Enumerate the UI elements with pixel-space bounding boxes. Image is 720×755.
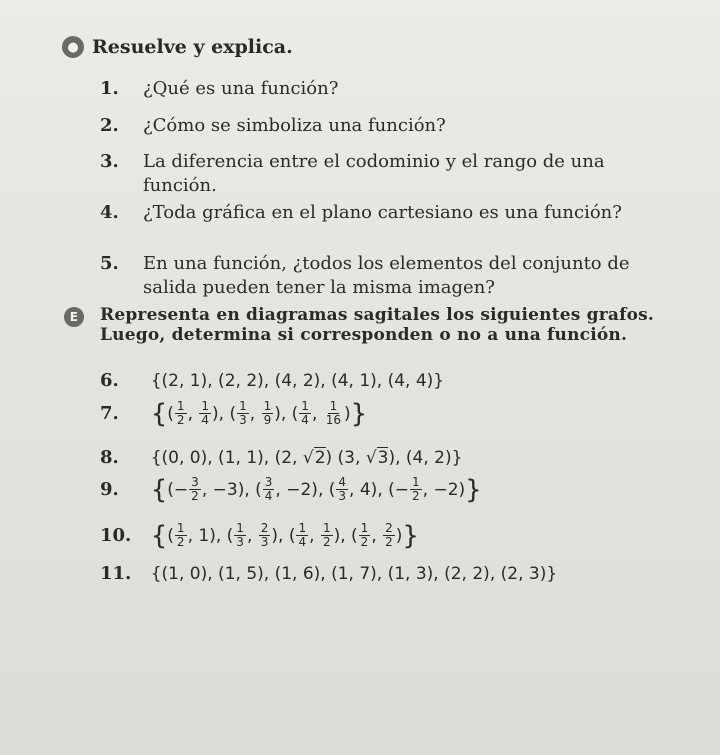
denominator: 4	[301, 413, 309, 427]
radicand: 3	[377, 448, 389, 468]
question-5	[100, 252, 660, 300]
paren: )	[344, 403, 351, 424]
paren: )	[395, 525, 403, 546]
question-number: 2.	[100, 115, 119, 136]
numerator: 4	[338, 475, 347, 489]
brace: }	[465, 474, 482, 505]
numerator: 1	[329, 399, 338, 413]
comma: ,	[244, 479, 256, 500]
paren: (	[167, 403, 174, 424]
set-expression	[150, 398, 368, 429]
paren: )	[311, 479, 318, 500]
question-4	[100, 201, 660, 225]
set-9	[100, 476, 482, 503]
denominator: 2	[360, 535, 369, 549]
paren: )	[271, 525, 279, 546]
section-b-instruction-text: Representa en diagramas sagitales los siguientes grafos. Luego, determina si corresponden o no a una función.	[100, 305, 655, 345]
set-8	[100, 446, 462, 470]
numerator: 1	[176, 521, 185, 535]
expr-part: {(0, 0), (1, 1), (2,	[150, 448, 303, 468]
denominator: 4	[264, 489, 273, 503]
section-a-title	[62, 36, 293, 58]
set-number: 9.	[100, 478, 119, 500]
section-b-badge: E	[64, 307, 84, 327]
value: 1	[198, 525, 210, 546]
value: 4	[359, 479, 371, 500]
value: −3	[212, 479, 238, 500]
paren: )	[370, 479, 378, 500]
question-1	[100, 77, 660, 101]
set-number: 6.	[100, 370, 119, 391]
comma: ,	[275, 479, 287, 500]
paren: )	[237, 479, 245, 500]
radicand: 2	[314, 448, 326, 468]
numerator: 1	[360, 521, 369, 535]
numerator: 2	[260, 521, 269, 535]
paren: )	[212, 403, 219, 424]
set-expression	[150, 520, 419, 551]
set-number: 11.	[100, 563, 132, 584]
denominator: 3	[260, 535, 269, 549]
sqrt-symbol: √	[365, 448, 377, 468]
numerator: 1	[201, 399, 210, 413]
paren: (	[388, 479, 395, 500]
denominator: 2	[385, 535, 393, 549]
paren: (	[167, 525, 174, 546]
numerator: 1	[298, 521, 307, 535]
paren: (	[167, 479, 174, 500]
comma: ,	[349, 479, 360, 500]
question-number: 3.	[100, 151, 119, 172]
numerator: 1	[301, 399, 309, 413]
numerator: 1	[239, 399, 247, 413]
question-text: En una función, ¿todos los elementos del conjunto de salida pueden tener la misma imagen?	[143, 253, 630, 298]
comma: ,	[317, 479, 329, 500]
question-number: 4.	[100, 202, 119, 223]
fraction	[299, 400, 311, 427]
minus: −	[173, 479, 189, 500]
denominator: 16	[325, 413, 342, 427]
fraction	[259, 522, 271, 549]
set-7	[100, 400, 367, 427]
brace: }	[350, 398, 368, 429]
set-expression	[151, 447, 463, 468]
numerator: 3	[264, 475, 273, 489]
brace: {	[150, 474, 168, 505]
fraction	[175, 400, 187, 427]
fraction	[263, 476, 275, 503]
set-6	[100, 369, 444, 393]
numerator: 1	[263, 399, 272, 413]
comma: ,	[309, 525, 320, 546]
numerator: 1	[236, 521, 244, 535]
fraction	[234, 522, 246, 549]
comma: ,	[311, 403, 323, 424]
comma: ,	[187, 403, 199, 424]
paren: )	[274, 403, 281, 424]
paren: (	[328, 479, 336, 500]
denominator: 4	[298, 535, 307, 549]
set-number: 10.	[100, 524, 132, 546]
comma: ,	[218, 403, 230, 424]
denominator: 2	[176, 413, 185, 427]
fraction	[359, 522, 371, 549]
set-number: 7.	[100, 402, 119, 424]
question-number: 5.	[100, 253, 119, 274]
fraction	[199, 400, 211, 427]
comma: ,	[280, 403, 292, 424]
expr-part: ) (3,	[325, 448, 366, 468]
comma: ,	[187, 525, 199, 546]
comma: ,	[249, 403, 261, 424]
set-10	[100, 522, 419, 549]
comma: ,	[201, 479, 213, 500]
fraction	[296, 522, 308, 549]
comma: ,	[377, 479, 389, 500]
denominator: 2	[191, 489, 199, 503]
section-b-instruction	[69, 305, 660, 345]
set-expression	[150, 474, 482, 505]
sqrt-symbol: √	[302, 448, 314, 468]
denominator: 3	[338, 489, 347, 503]
question-text: ¿Toda gráfica en el plano cartesiano es una función?	[143, 202, 622, 223]
paren: )	[458, 479, 466, 500]
denominator: 2	[412, 489, 420, 503]
paren: (	[255, 479, 262, 500]
denominator: 3	[239, 413, 247, 427]
fraction	[189, 476, 201, 503]
denominator: 2	[176, 535, 185, 549]
paren: )	[333, 525, 341, 546]
paren: (	[291, 403, 299, 424]
value: −2	[286, 479, 312, 500]
expr-part: ), (4, 2)}	[388, 448, 463, 468]
denominator: 9	[263, 413, 272, 427]
section-a-badge-icon: ●	[62, 36, 84, 58]
fraction	[410, 476, 422, 503]
question-number: 1.	[100, 78, 119, 99]
comma: ,	[340, 525, 352, 546]
numerator: 1	[412, 475, 420, 489]
comma: ,	[246, 525, 258, 546]
brace: }	[402, 520, 419, 551]
denominator: 2	[322, 535, 331, 549]
denominator: 4	[201, 413, 210, 427]
numerator: 1	[176, 399, 185, 413]
comma: ,	[278, 525, 289, 546]
fraction	[321, 522, 333, 549]
comma: ,	[371, 525, 383, 546]
comma: ,	[215, 525, 227, 546]
paren: (	[226, 525, 234, 546]
question-text: La diferencia entre el codominio y el rango de una función.	[143, 151, 605, 196]
fraction	[324, 400, 343, 427]
numerator: 3	[191, 475, 199, 489]
brace: {	[150, 520, 168, 551]
comma: ,	[422, 479, 434, 500]
section-a-title-text: Resuelve y explica.	[92, 36, 293, 58]
value: −2	[433, 479, 459, 500]
minus: −	[394, 479, 410, 500]
fraction	[237, 400, 249, 427]
denominator: 3	[236, 535, 244, 549]
paren: )	[209, 525, 216, 546]
paren: (	[351, 525, 358, 546]
set-expression: {(1, 0), (1, 5), (1, 6), (1, 7), (1, 3), (2, 2), (2, 3)}	[150, 564, 558, 584]
numerator: 2	[385, 521, 393, 535]
set-number: 8.	[100, 447, 119, 468]
set-11	[100, 562, 557, 586]
question-2	[100, 114, 660, 138]
fraction	[336, 476, 348, 503]
brace: {	[150, 398, 168, 429]
question-text: ¿Qué es una función?	[143, 78, 339, 99]
paren: (	[288, 525, 296, 546]
fraction	[383, 522, 395, 549]
set-expression: {(2, 1), (2, 2), (4, 2), (4, 1), (4, 4)}	[150, 371, 445, 391]
numerator: 1	[322, 521, 331, 535]
paren: (	[229, 403, 237, 424]
fraction	[175, 522, 187, 549]
fraction	[262, 400, 274, 427]
question-3	[100, 150, 660, 198]
question-text: ¿Cómo se simboliza una función?	[143, 115, 446, 136]
